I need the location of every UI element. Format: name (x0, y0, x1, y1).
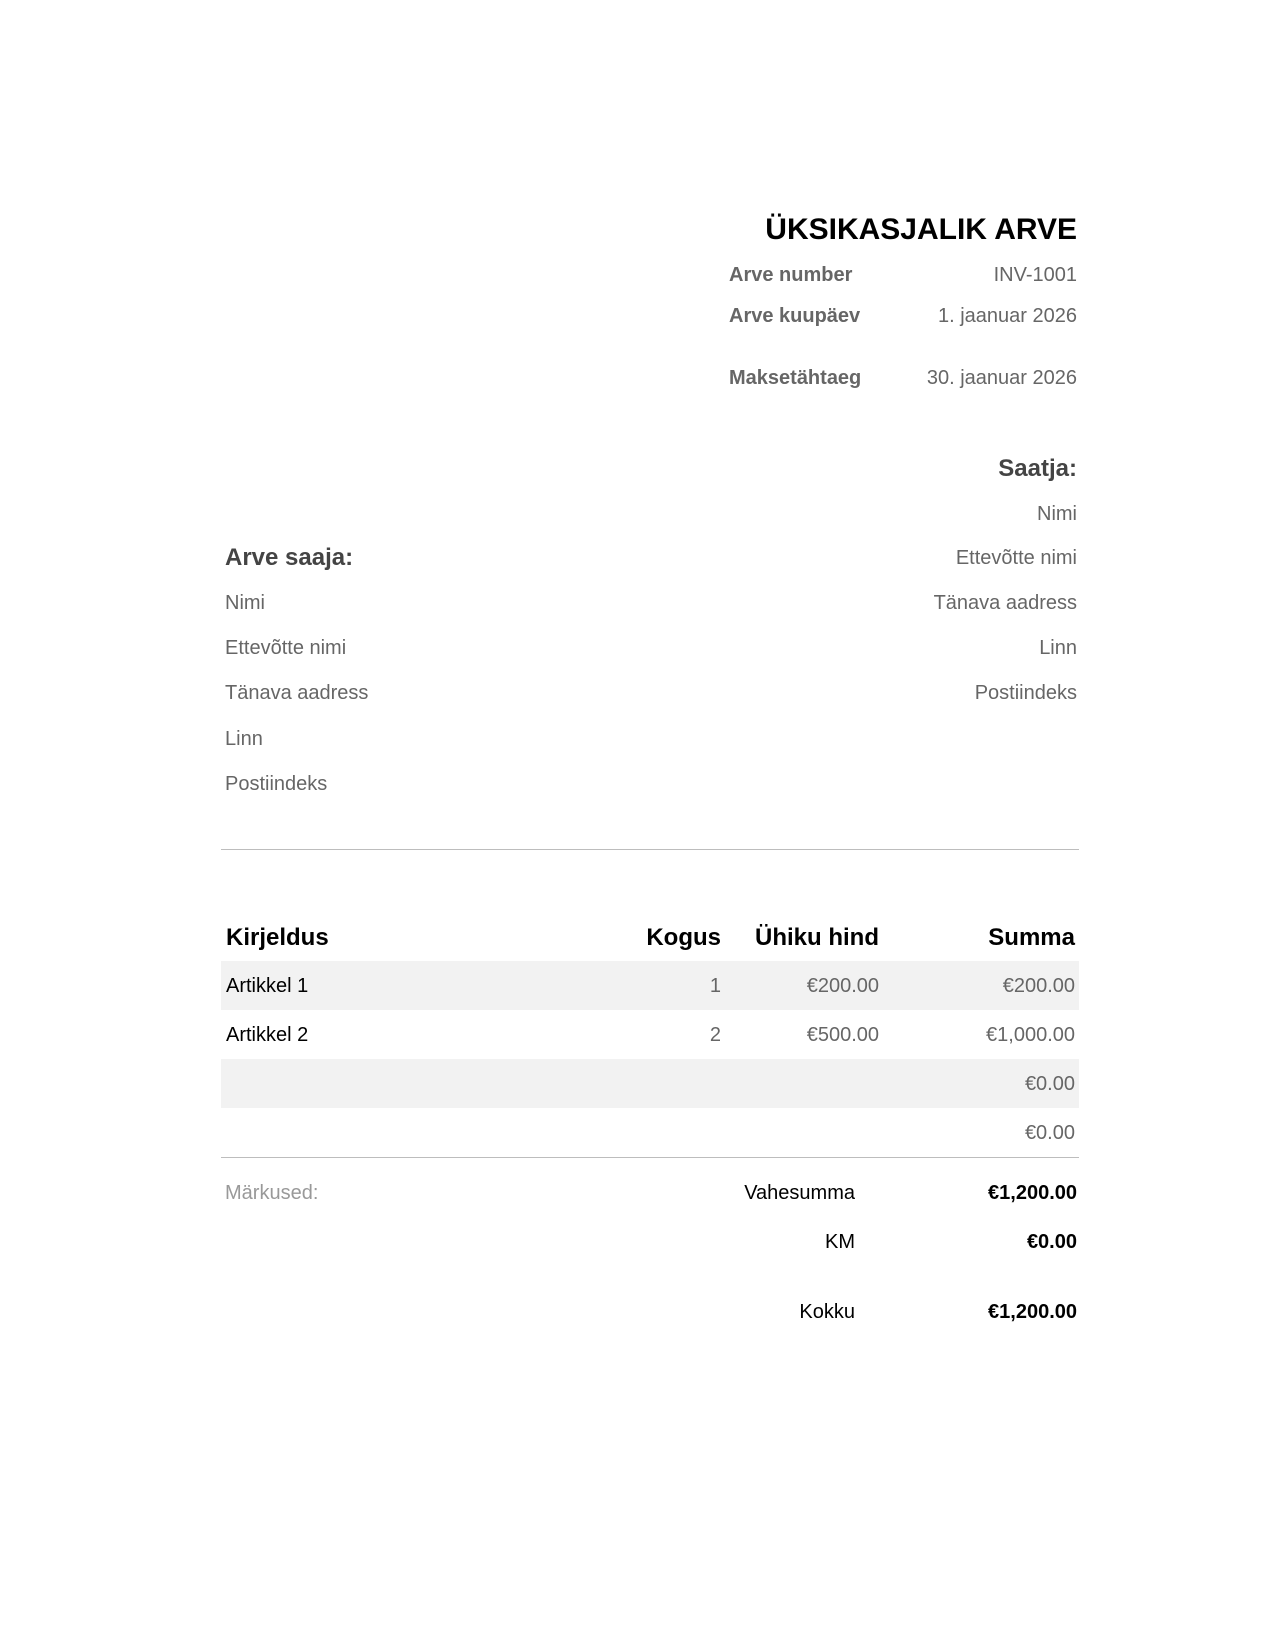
recipient-postcode: Postiindeks (225, 773, 328, 795)
row-description: Artikkel 2 (226, 1024, 309, 1046)
row-quantity: 2 (709, 1024, 721, 1046)
total-label: Kokku (799, 1301, 855, 1323)
invoice-date-value: 1. jaanuar 2026 (937, 305, 1077, 327)
section-divider (221, 849, 1079, 850)
subtotal-label: Vahesumma (744, 1182, 855, 1204)
notes-label: Märkused: (225, 1182, 319, 1204)
row-amount: €0.00 (1024, 1122, 1075, 1144)
sender-name: Nimi (1037, 503, 1077, 525)
row-unit-price: €200.00 (806, 975, 879, 997)
table-row (221, 961, 1079, 1010)
recipient-city: Linn (225, 728, 263, 750)
row-amount: €0.00 (1024, 1073, 1075, 1095)
table-row (221, 1059, 1079, 1108)
sender-city: Linn (1039, 637, 1077, 659)
sender-street: Tänava aadress (933, 592, 1077, 614)
tax-value: €0.00 (1026, 1231, 1077, 1253)
due-date-value: 30. jaanuar 2026 (926, 367, 1077, 389)
header-unit-price: Ühiku hind (755, 924, 879, 951)
table-header (221, 913, 1079, 961)
tax-label: KM (825, 1231, 855, 1253)
total-value: €1,200.00 (988, 1301, 1077, 1323)
invoice-number-label: Arve number (729, 264, 853, 286)
header-description: Kirjeldus (226, 924, 329, 951)
header-quantity: Kogus (646, 924, 721, 951)
invoice-number-value: INV-1001 (993, 264, 1077, 286)
due-date-label: Maksetähtaeg (729, 367, 862, 389)
row-unit-price: €500.00 (806, 1024, 879, 1046)
header-amount: Summa (988, 924, 1075, 951)
sender-postcode: Postiindeks (974, 682, 1077, 704)
subtotal-value: €1,200.00 (988, 1182, 1077, 1204)
recipient-heading: Arve saaja: (225, 544, 354, 571)
row-amount: €200.00 (1002, 975, 1075, 997)
table-row (221, 1010, 1079, 1059)
table-row (221, 1108, 1079, 1157)
row-quantity: 1 (709, 975, 721, 997)
recipient-street: Tänava aadress (225, 682, 369, 704)
items-table (221, 913, 1079, 1157)
invoice-title: ÜKSIKASJALIK ARVE (765, 213, 1077, 246)
recipient-name: Nimi (225, 592, 265, 614)
sender-company: Ettevõtte nimi (955, 547, 1077, 569)
table-bottom-divider (221, 1157, 1079, 1158)
row-amount: €1,000.00 (986, 1024, 1075, 1046)
sender-heading: Saatja: (998, 455, 1077, 482)
invoice-date-label: Arve kuupäev (729, 305, 861, 327)
row-description: Artikkel 1 (226, 975, 309, 997)
recipient-company: Ettevõtte nimi (225, 637, 347, 659)
